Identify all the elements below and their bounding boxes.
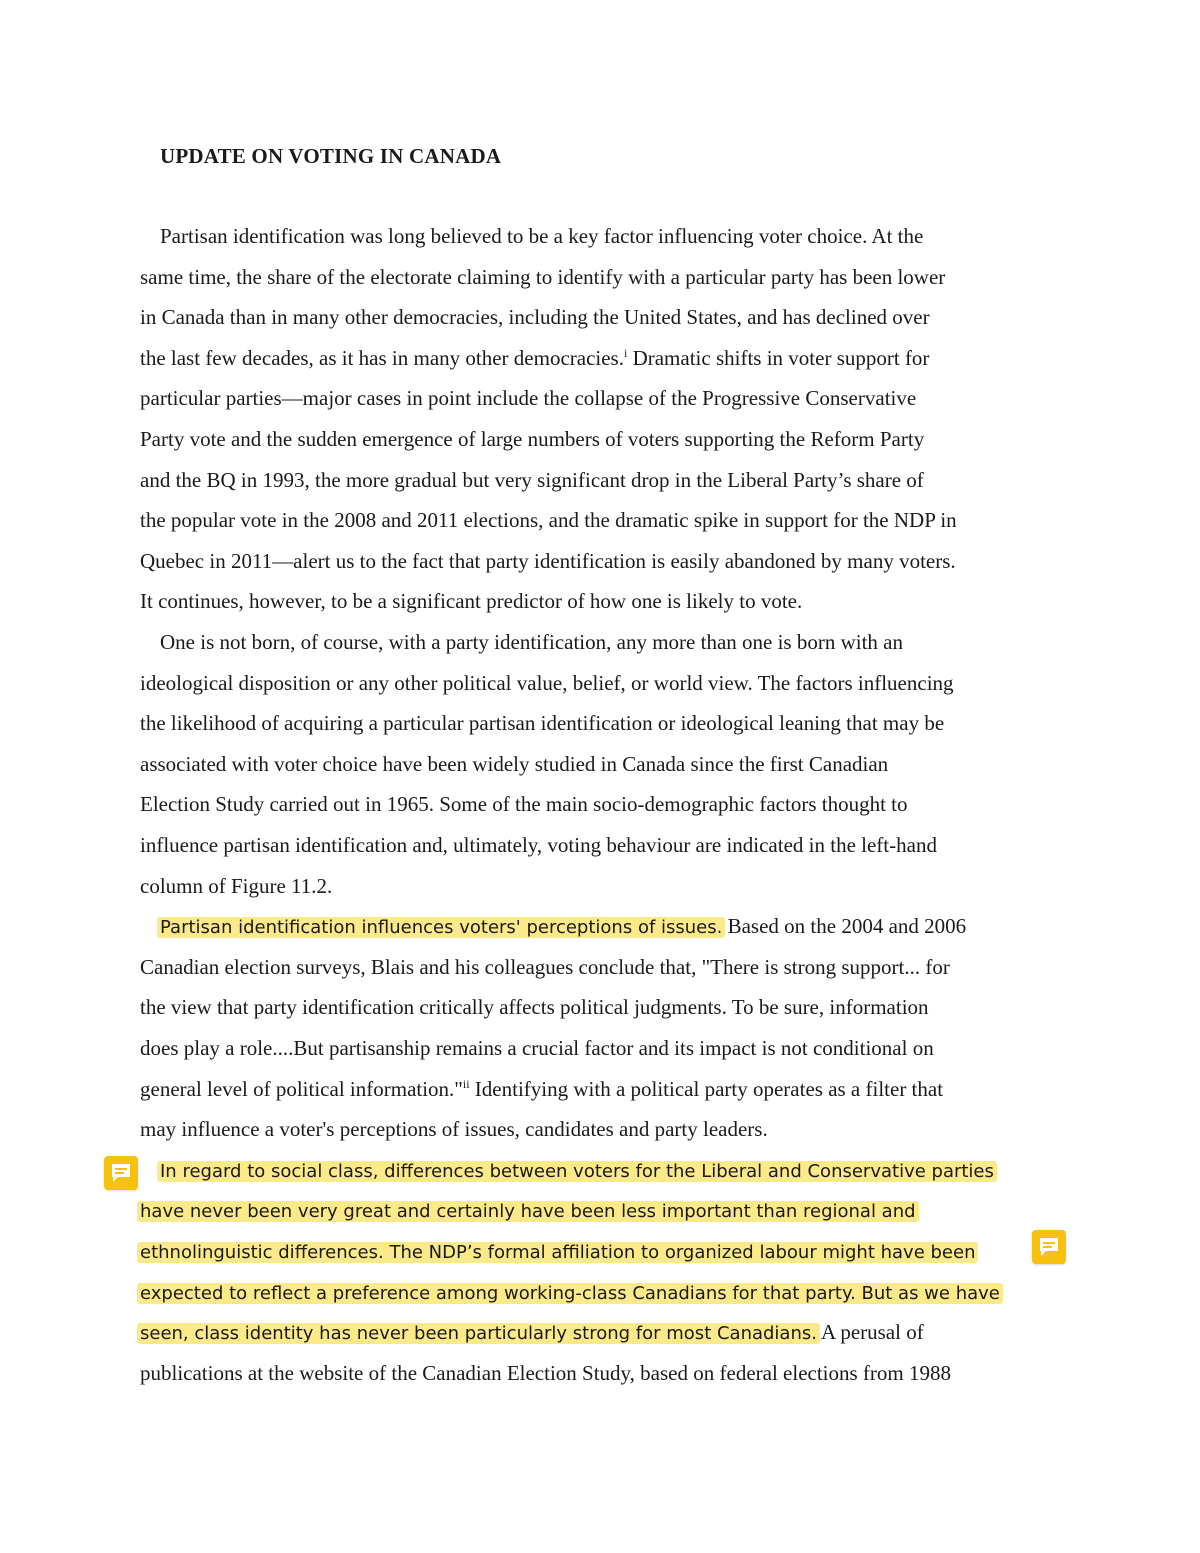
line-text: Quebec in 2011—alert us to the fact that party identification is easily abandoned by many voters. (140, 549, 956, 573)
body-line (140, 1278, 1000, 1306)
line-text: Election Study carried out in 1965. Some of the main socio-demographic factors thought to (140, 792, 908, 816)
line-text: Identifying with a political party operates as a filter that (469, 1077, 944, 1101)
body-line (140, 993, 929, 1021)
body-line (140, 506, 957, 534)
line-text: the likelihood of acquiring a particular partisan identification or ideological leaning that may be (140, 711, 945, 735)
line-text: Based on the 2004 and 2006 (722, 914, 967, 938)
line-text: ideological disposition or any other political value, belief, or world view. The factors influencing (140, 671, 954, 695)
line-text: It continues, however, to be a significant predictor of how one is likely to vote. (140, 589, 803, 613)
body-line (160, 222, 923, 250)
line-text: associated with voter choice have been widely studied in Canada since the first Canadian (140, 752, 889, 776)
body-line (160, 628, 903, 656)
body-line (140, 669, 954, 697)
line-text: Partisan identification was long believed to be a key factor influencing voter choice. At the (160, 224, 924, 248)
line-text: influence partisan identification and, ultimately, voting behaviour are indicated in the left-hand (140, 833, 937, 857)
comment-icon[interactable] (1032, 1230, 1066, 1264)
body-line (140, 1359, 951, 1387)
line-text: publications at the website of the Canadian Election Study, based on federal elections from 1988 (140, 1361, 951, 1385)
line-text: the view that party identification critically affects political judgments. To be sure, information (140, 995, 929, 1019)
line-text: the popular vote in the 2008 and 2011 elections, and the dramatic spike in support for the NDP in (140, 508, 957, 532)
line-text: does play a role....But partisanship remains a crucial factor and its impact is not conditional on (140, 1036, 934, 1060)
line-text: Party vote and the sudden emergence of large numbers of voters supporting the Reform Party (140, 427, 925, 451)
footnote-marker[interactable]: i (623, 346, 628, 360)
body-line (140, 831, 937, 859)
line-text: One is not born, of course, with a party identification, any more than one is born with an (160, 630, 903, 654)
highlighted-text[interactable]: In regard to social class, differences between voters for the Liberal and Conservative parties (157, 1161, 997, 1182)
footnote-marker[interactable]: ii (462, 1077, 470, 1091)
line-text: Canadian election surveys, Blais and his colleagues conclude that, "There is strong support... for (140, 955, 950, 979)
line-text: in Canada than in many other democracies, including the United States, and has declined over (140, 305, 930, 329)
line-text: the last few decades, as it has in many other democracies. (140, 346, 624, 370)
body-line (140, 1237, 975, 1265)
highlighted-text[interactable]: have never been very great and certainly have been less important than regional and (137, 1201, 919, 1222)
line-text: particular parties—major cases in point include the collapse of the Progressive Conservative (140, 386, 917, 410)
line-text: same time, the share of the electorate claiming to identify with a particular party has been lower (140, 265, 946, 289)
body-line (140, 750, 888, 778)
body-line (160, 1156, 994, 1184)
body-line (140, 709, 944, 737)
line-text: and the BQ in 1993, the more gradual but very significant drop in the Liberal Party’s share of (140, 468, 924, 492)
body-line (140, 587, 802, 615)
body-line (140, 344, 929, 372)
body-line (140, 384, 916, 412)
line-text: column of Figure 11.2. (140, 874, 333, 898)
body-line (140, 790, 908, 818)
line-text: A perusal of (816, 1320, 924, 1344)
body-line (140, 1115, 768, 1143)
line-text: Dramatic shifts in voter support for (627, 346, 930, 370)
highlighted-text[interactable]: seen, class identity has never been particularly strong for most Canadians. (137, 1323, 820, 1344)
line-text: may influence a voter's perceptions of issues, candidates and party leaders. (140, 1117, 768, 1141)
body-line (140, 547, 956, 575)
comment-icon[interactable] (104, 1156, 138, 1190)
body-line (140, 263, 945, 291)
body-line (140, 1318, 924, 1346)
body-line (140, 303, 930, 331)
highlighted-text[interactable]: ethnolinguistic differences. The NDP’s formal affiliation to organized labour might have been (137, 1242, 978, 1263)
document-title: UPDATE ON VOTING IN CANADA (160, 144, 502, 168)
body-line (140, 953, 950, 981)
body-line (140, 1196, 916, 1224)
body-line (160, 912, 966, 940)
body-line (140, 466, 924, 494)
body-line (140, 1075, 943, 1103)
body-line (140, 872, 332, 900)
highlighted-text[interactable]: expected to reflect a preference among working-class Canadians for that party. But as we have (137, 1283, 1003, 1304)
line-text: general level of political information." (140, 1077, 463, 1101)
body-line (140, 1034, 934, 1062)
highlighted-text[interactable]: Partisan identification influences voters' perceptions of issues. (157, 917, 725, 938)
body-line (140, 425, 924, 453)
